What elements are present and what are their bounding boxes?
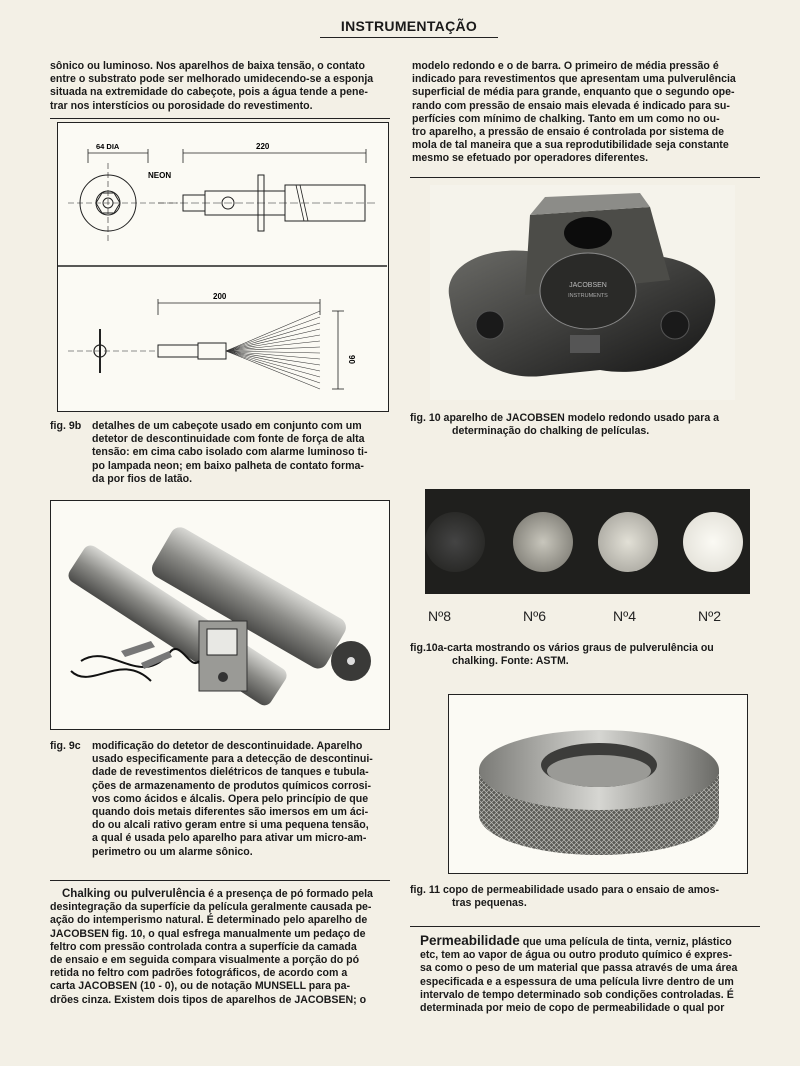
caption-line: fig. 10 aparelho de JACOBSEN modelo redondo usado para a [410, 412, 720, 424]
text-line: ação do intemperismo natural. É determinado pelo aparelho de [50, 914, 368, 927]
fig9b-technical-drawing [58, 123, 387, 410]
chalking-paragraph [50, 888, 390, 1007]
fig10-caption [410, 412, 760, 438]
text-line: é a presença de pó formado pela [205, 888, 373, 900]
fig9c-detector-photo [51, 501, 388, 728]
text-line: feltro com pressão controlada contra a superfície da camada [50, 940, 357, 953]
caption-line: modificação do detetor de descontinuidade. Aparelho [92, 740, 363, 752]
text-line: de ensaio e em seguida compara visualmente a porção do pó [50, 954, 360, 967]
text-line: sônico ou luminoso. Nos aparelhos de baixa tensão, o contato [50, 60, 365, 72]
caption-line: detalhes de um cabeçote usado em conjunto com um [92, 420, 362, 432]
text-line: desintegração da superfície da película geralmente causada pe- [50, 901, 372, 914]
text-line: mesmo se efetuado por operadores diferentes. [412, 152, 649, 165]
permeabilidade-term: Permeabilidade [420, 933, 520, 948]
fig10a-photo [425, 489, 750, 594]
dim-90-label: 90 [347, 355, 356, 364]
fig9b-label: fig. 9b [50, 420, 82, 432]
text-line: entre o substrato pode ser melhorado umidecendo-se a esponja [50, 73, 374, 86]
page-header-title: INSTRUMENTAÇÃO [320, 18, 498, 38]
text-line: indicado para revestimentos que apresentam uma pulverulência [412, 73, 736, 86]
caption-line: fig.10a-carta mostrando os vários graus de pulverulência ou [410, 642, 714, 654]
fig10-plate-line: JACOBSEN [569, 282, 607, 289]
text-line: rando com pressão de ensaio mais elevada é indicado para su- [412, 99, 730, 112]
caption-line: do ou alcali rativo geram entre si uma pequena tensão, [92, 819, 369, 832]
chalk-sample-8 [425, 512, 485, 572]
permeabilidade-paragraph [420, 934, 765, 1015]
fig10a-grade-labels [420, 608, 760, 626]
caption-line: vos como ácidos e álcalis. Opera pelo princípio de que [92, 792, 369, 805]
text-line: perfícies com mínimo de chalking. Tanto em um como no ou- [412, 112, 720, 125]
text-line: modelo redondo e o de barra. O primeiro de média pressão é [412, 60, 719, 72]
fig9c-photo-frame [50, 500, 390, 730]
text-line: mola de tal maneira que a sua reprodutibilidade seja constante [412, 139, 729, 152]
fig10-plate-line: INSTRUMENTS [568, 293, 608, 299]
caption-line: determinação do chalking de películas. [452, 425, 650, 438]
section-rule [50, 880, 390, 881]
grade-label: Nº6 [523, 608, 547, 624]
dim-dia-label: 64 DIA [96, 142, 120, 151]
chalking-term: Chalking ou pulverulência [62, 888, 206, 900]
caption-line: fig. 11 copo de permeabilidade usado para o ensaio de amos- [410, 884, 720, 896]
caption-line: tensão: em cima cabo isolado com alarme luminoso ti- [92, 446, 368, 459]
text-line: que uma película de tinta, verniz, plástico [519, 936, 732, 948]
caption-line: dade de revestimentos dielétricos de tanques e tubula- [92, 766, 369, 779]
text-line: sa como o peso de um material que passa através de uma área [420, 962, 738, 975]
text-line: situada na extremidade do cabeçote, pois a água tende a pene- [50, 86, 368, 99]
text-line: superficial de média para grande, enquanto que o segundo ope- [412, 86, 735, 99]
caption-line: chalking. Fonte: ASTM. [452, 655, 569, 668]
caption-line: usado especificamente para a detecção de descontinui- [92, 753, 373, 766]
text-line: drões cinza. Existem dois tipos de aparelhos de JACOBSEN; o [50, 993, 367, 1006]
fig11-photo-frame [448, 694, 748, 874]
grade-label: Nº4 [613, 608, 637, 624]
chalk-sample-6 [513, 512, 573, 572]
caption-line: tras pequenas. [452, 897, 527, 910]
section-rule [410, 177, 760, 178]
caption-line: detetor de descontinuidade com fonte de força de alta [92, 433, 365, 446]
neon-label: NEON [148, 171, 172, 180]
grade-label: Nº2 [698, 608, 722, 624]
chalk-sample-4 [598, 512, 658, 572]
caption-line: a qual é usada pelo aparelho para ativar um micro-am- [92, 832, 367, 845]
fig9b-drawing-frame [57, 122, 389, 412]
right-intro-paragraph [412, 60, 762, 166]
text-line: etc, tem ao vapor de água ou outro produto químico é expres- [420, 949, 732, 962]
caption-line: quando dois metais diferentes são imersos em um áci- [92, 806, 369, 819]
chalk-sample-2 [683, 512, 743, 572]
text-line: retida no feltro com padrões fotográficos, de acordo com a [50, 967, 348, 980]
fig10-photo [430, 185, 735, 400]
fig10a-caption [410, 642, 760, 668]
fig9c-label: fig. 9c [50, 740, 81, 752]
section-rule [410, 926, 760, 927]
caption-line: da por fios de latão. [92, 472, 193, 485]
section-rule [50, 118, 390, 119]
text-line: carta JACOBSEN (10 - 0), ou de notação MUNSELL para pa- [50, 980, 351, 993]
grade-label: Nº8 [428, 608, 452, 624]
caption-line: perimetro ou um alarme sônico. [92, 845, 253, 858]
fig10-jacobsen-device-photo [430, 185, 735, 400]
text-line: especificada e a espessura de uma película livre dentro de um [420, 975, 734, 988]
fig11-permeability-cup-photo [449, 695, 746, 872]
text-line: determinada por meio de copo de permeabilidade o qual por [420, 1002, 725, 1015]
caption-line: po lampada neon; em baixo palheta de contato forma- [92, 459, 364, 472]
text-line: trar nos interstícios ou porosidade do revestimento. [50, 99, 313, 112]
caption-line: ções de armazenamento de produtos químicos corrosi- [92, 779, 372, 792]
fig9c-caption [50, 740, 390, 865]
text-line: intervalo de tempo determinado sob condições controladas. É [420, 988, 734, 1001]
fig11-caption [410, 884, 760, 910]
text-line: tro aparelho, a pressão de ensaio é controlada por sistema de [412, 126, 725, 139]
text-line: JACOBSEN fig. 10, o qual esfrega manualmente um pedaço de [50, 927, 366, 940]
left-intro-paragraph [50, 60, 390, 113]
fig10a-chalking-grades-photo [425, 489, 750, 594]
dim-220-label: 220 [256, 142, 270, 151]
fig9b-caption [50, 420, 390, 490]
dim-200-label: 200 [213, 292, 227, 301]
